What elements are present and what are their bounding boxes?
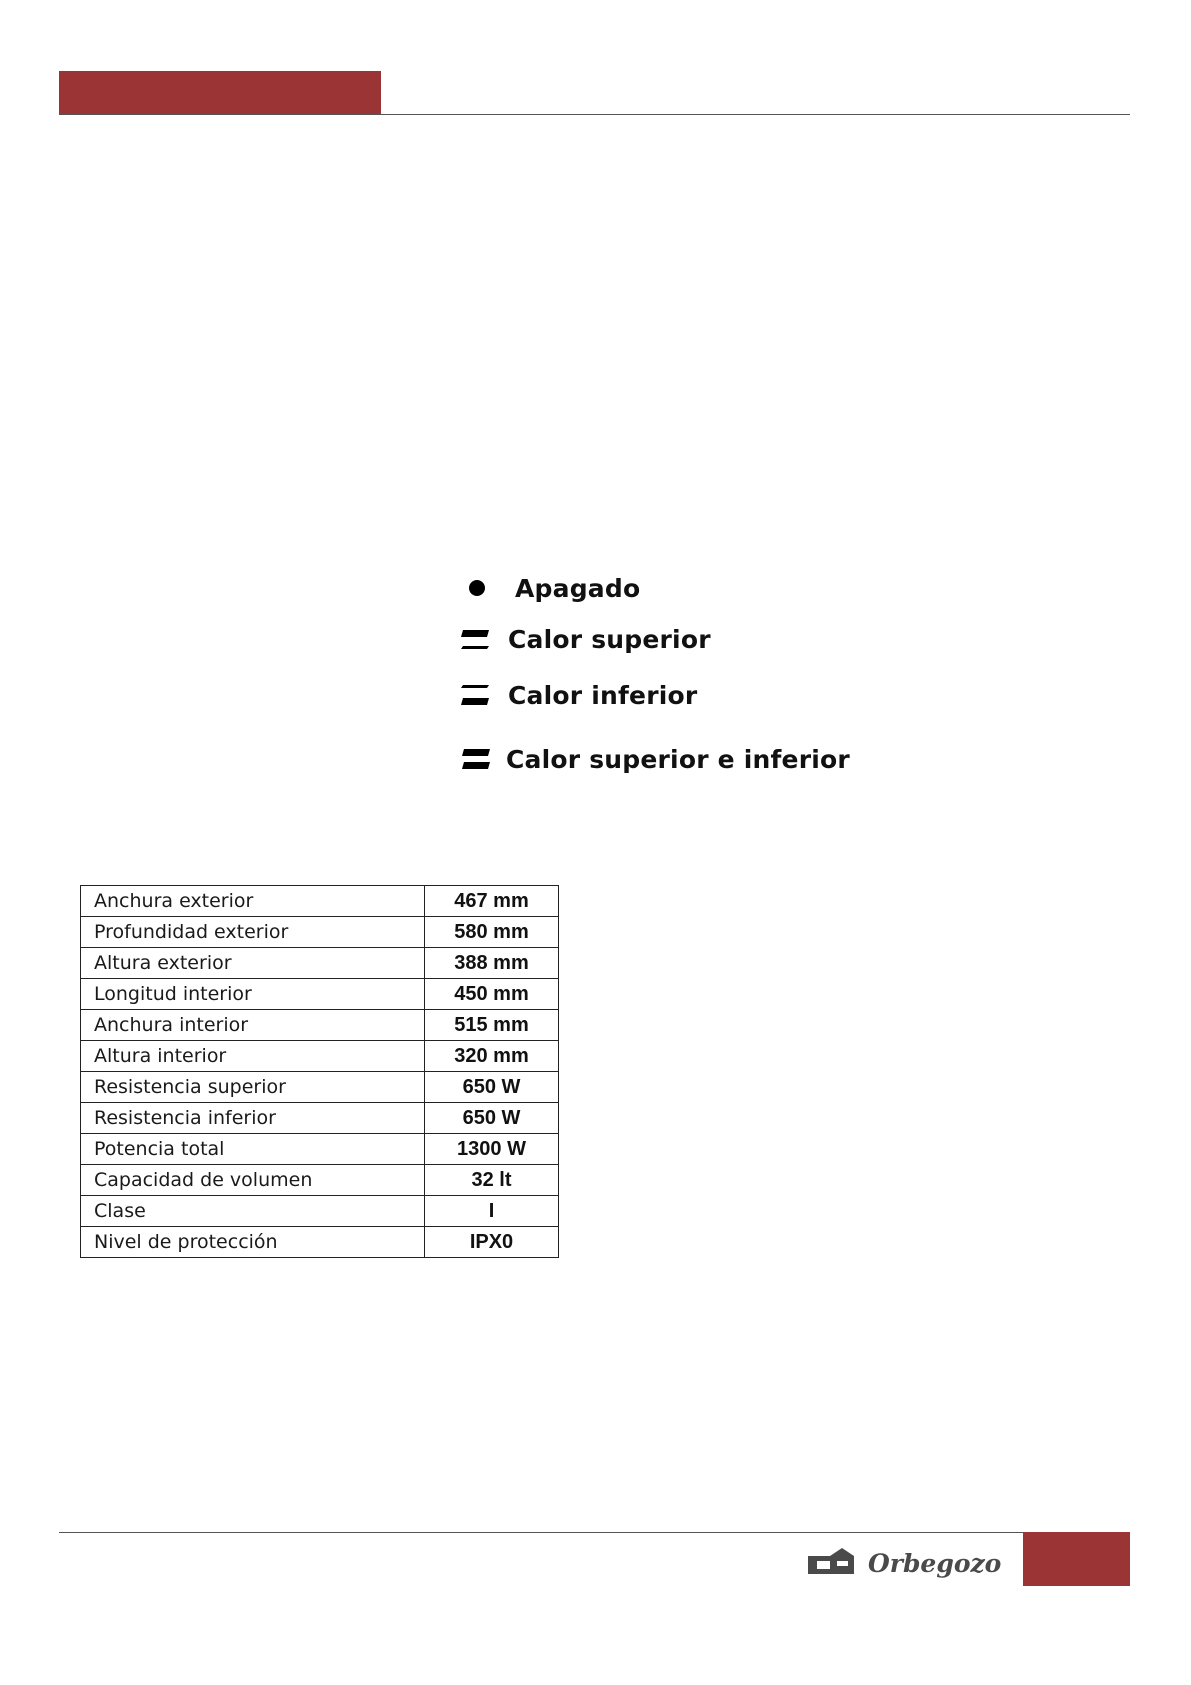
spec-label: Resistencia inferior (81, 1103, 425, 1134)
orbegozo-logo (808, 1544, 1013, 1578)
spec-row (81, 1196, 559, 1227)
spec-label: Altura exterior (81, 948, 425, 979)
spec-value: 450 mm (425, 979, 559, 1010)
legend-item-top-heat (455, 619, 711, 659)
spec-label: Clase (81, 1196, 425, 1227)
spec-value: IPX0 (425, 1227, 559, 1258)
spec-label: Altura interior (81, 1041, 425, 1072)
footer-rule (59, 1532, 1023, 1533)
specifications-table (80, 885, 559, 1258)
legend-label: Apagado (515, 573, 641, 603)
spec-value: 388 mm (425, 948, 559, 979)
spec-row (81, 917, 559, 948)
legend-label: Calor superior (508, 624, 711, 654)
spec-value: 1300 W (425, 1134, 559, 1165)
spec-row (81, 1227, 559, 1258)
header-rule (59, 114, 1130, 115)
spec-row (81, 979, 559, 1010)
spec-label: Capacidad de volumen (81, 1165, 425, 1196)
spec-label: Longitud interior (81, 979, 425, 1010)
spec-value: 515 mm (425, 1010, 559, 1041)
legend-item-off (455, 568, 640, 608)
spec-label: Anchura exterior (81, 886, 425, 917)
header-accent-tab (59, 71, 381, 115)
spec-row (81, 948, 559, 979)
top-bottom-heat-icon (455, 739, 495, 779)
spec-value: 467 mm (425, 886, 559, 917)
spec-value: I (425, 1196, 559, 1227)
spec-label: Nivel de protección (81, 1227, 425, 1258)
footer-accent-tab (1023, 1532, 1130, 1586)
legend-item-top-bottom-heat (455, 739, 850, 779)
legend-label: Calor inferior (508, 680, 698, 710)
bottom-heat-icon (455, 675, 495, 715)
spec-value: 320 mm (425, 1041, 559, 1072)
spec-row (81, 886, 559, 917)
dot-icon (455, 568, 495, 608)
spec-row (81, 1072, 559, 1103)
spec-row (81, 1103, 559, 1134)
top-heat-icon (455, 619, 495, 659)
spec-row (81, 1134, 559, 1165)
specifications-table-body (81, 886, 559, 1258)
spec-label: Profundidad exterior (81, 917, 425, 948)
spec-row (81, 1041, 559, 1072)
spec-value: 650 W (425, 1103, 559, 1134)
spec-label: Potencia total (81, 1134, 425, 1165)
spec-label: Resistencia superior (81, 1072, 425, 1103)
svg-text:Orbegozo: Orbegozo (868, 1549, 1002, 1578)
spec-row (81, 1010, 559, 1041)
legend-label: Calor superior e inferior (506, 744, 850, 774)
spec-value: 650 W (425, 1072, 559, 1103)
spec-value: 32 lt (425, 1165, 559, 1196)
spec-value: 580 mm (425, 917, 559, 948)
legend-item-bottom-heat (455, 675, 697, 715)
spec-label: Anchura interior (81, 1010, 425, 1041)
spec-row (81, 1165, 559, 1196)
